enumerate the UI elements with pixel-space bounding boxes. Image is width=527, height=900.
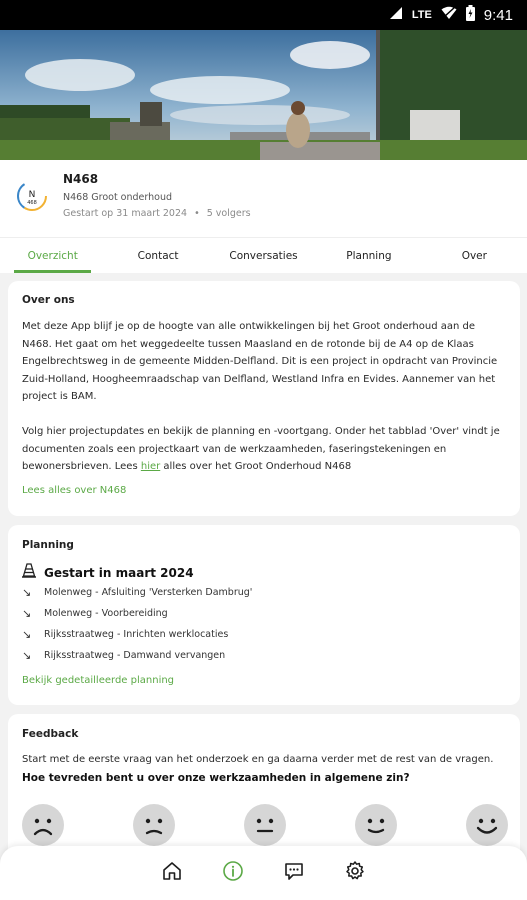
chat-icon xyxy=(283,860,305,886)
nav-conversations[interactable] xyxy=(282,861,306,885)
home-icon xyxy=(161,860,183,886)
nav-info[interactable] xyxy=(221,861,245,885)
about-card xyxy=(8,281,520,516)
planning-item xyxy=(22,628,228,641)
meta-separator: • xyxy=(194,208,200,219)
battery-icon xyxy=(466,5,475,25)
planning-status xyxy=(22,563,194,582)
tab-over[interactable]: Over xyxy=(461,249,487,262)
project-hero-image xyxy=(0,30,527,160)
status-bar xyxy=(0,0,527,30)
planning-title: Planning xyxy=(22,539,74,551)
planning-item xyxy=(22,586,252,599)
read-all-link[interactable]: Lees alles over N468 xyxy=(22,485,127,496)
detailed-planning-link[interactable]: Bekijk gedetailleerde planning xyxy=(22,675,175,686)
about-paragraph-2-end: alles over het Groot Onderhoud N468 xyxy=(160,461,352,473)
wifi-icon xyxy=(441,6,457,24)
arrow-down-right-icon: ↘ xyxy=(22,586,32,599)
about-paragraph-2-start: Volg hier projectupdates en bekijk de planning en -voortgang. Onder het tabblad 'Over' vindt je documenten zoals een projectkaart van de werkzaamheden, faseringstekeningen en bewonersbrieven. Lees xyxy=(22,426,500,473)
nav-home[interactable] xyxy=(160,861,184,885)
planning-status-text: Gestart in maart 2024 xyxy=(44,565,194,580)
bottom-navigation xyxy=(0,846,527,900)
planning-item-label: Rijksstraatweg - Damwand vervangen xyxy=(44,650,226,661)
clock: 9:41 xyxy=(483,6,513,24)
followers-count: 5 volgers xyxy=(206,208,251,219)
happy-face-icon[interactable] xyxy=(355,804,397,846)
arrow-down-right-icon: ↘ xyxy=(22,628,32,641)
tab-contact[interactable]: Contact xyxy=(137,249,179,262)
about-title: Over ons xyxy=(22,294,75,306)
start-date: Gestart op 31 maart 2024 xyxy=(63,208,188,219)
feedback-intro: Start met de eerste vraag van het onderzoek en ga daarna verder met de rest van de vragen. xyxy=(22,754,494,765)
arrow-down-right-icon: ↘ xyxy=(22,649,32,662)
feedback-title: Feedback xyxy=(22,728,79,740)
sad-face-icon[interactable] xyxy=(133,804,175,846)
tab-overzicht[interactable]: Overzicht xyxy=(0,238,105,273)
about-here-link[interactable]: hier xyxy=(140,461,161,473)
project-meta xyxy=(63,208,251,219)
project-subtitle: N468 Groot onderhoud xyxy=(63,192,173,203)
project-header xyxy=(0,160,527,237)
project-logo xyxy=(16,180,48,212)
network-label: LTE xyxy=(411,9,432,21)
very-sad-face-icon[interactable] xyxy=(22,804,64,846)
planning-item xyxy=(22,649,225,662)
svg-text:N: N xyxy=(28,190,36,200)
planning-item-label: Rijksstraatweg - Inrichten werklocaties xyxy=(44,629,229,640)
about-paragraph-1: Met deze App blijf je op de hoogte van alle ontwikkelingen bij het Groot onderhoud aan de N468. Het gaat om het weggedeelte tussen Maasland en de rotonde bij de A4 op de Klaas Engelbrechtsweg in de gemeente Midden-Delfland. Dit is een project in opdracht van Provincie Zuid-Holland, Hoogheemraadschap van Delfland, Westland Infra en Evides. Aannemer van het project is BAM. xyxy=(22,321,498,403)
gear-icon xyxy=(344,860,366,886)
neutral-face-icon[interactable] xyxy=(244,804,286,846)
very-happy-face-icon[interactable] xyxy=(466,804,508,846)
construction-cone-icon xyxy=(22,563,36,582)
nav-settings[interactable] xyxy=(343,861,367,885)
tab-conversaties[interactable]: Conversaties xyxy=(229,249,298,262)
planning-card xyxy=(8,525,520,705)
planning-item-label: Molenweg - Afsluiting 'Versterken Dambrug' xyxy=(44,587,253,598)
feedback-question: Hoe tevreden bent u over onze werkzaamheden in algemene zin? xyxy=(22,772,410,784)
project-title: N468 xyxy=(63,172,99,186)
info-icon xyxy=(222,860,244,886)
planning-item xyxy=(22,607,168,620)
about-paragraph-2 xyxy=(22,423,506,476)
signal-icon xyxy=(389,6,403,24)
planning-item-label: Molenweg - Voorbereiding xyxy=(44,608,168,619)
tab-planning[interactable]: Planning xyxy=(346,249,392,262)
svg-text:468: 468 xyxy=(27,200,37,206)
rating-options xyxy=(22,804,508,846)
arrow-down-right-icon: ↘ xyxy=(22,607,32,620)
tab-bar xyxy=(0,237,527,273)
